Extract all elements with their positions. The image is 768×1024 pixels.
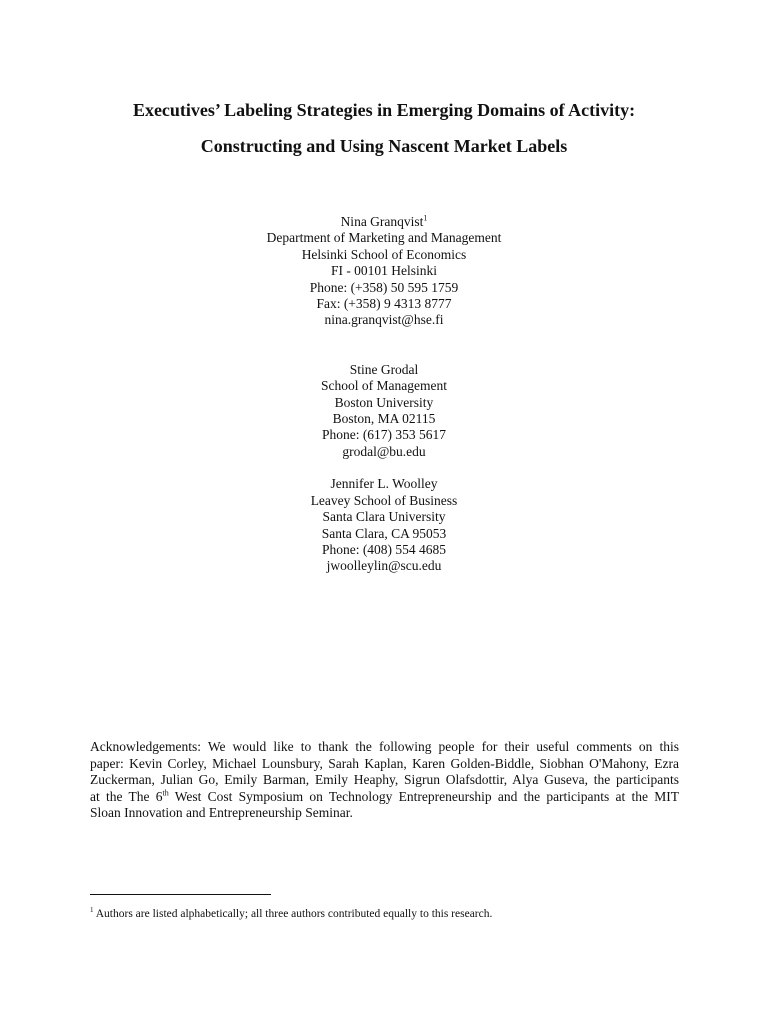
- author-affiliation-line: Department of Marketing and Management: [266, 230, 502, 246]
- author-woolley: [84, 476, 684, 574]
- author-address-line: FI - 00101 Helsinki: [330, 263, 438, 279]
- author-affiliation-line: Santa Clara University: [322, 509, 446, 525]
- author-phone: Phone: (617) 353 5617: [321, 427, 447, 443]
- author-affiliation-line: Helsinki School of Economics: [301, 246, 467, 262]
- author-affiliation-line: Leavey School of Business: [310, 492, 458, 508]
- author-email: nina.granqvist@hse.fi: [324, 312, 444, 328]
- ack-line: at the The 6th West Cost Symposium on Technology Entrepreneurship and the participants at the MIT: [90, 788, 680, 804]
- author-email: grodal@bu.edu: [342, 443, 426, 459]
- author-grodal: [84, 362, 684, 460]
- footnote-mark: 1: [90, 906, 94, 915]
- author-footnote-mark: 1: [423, 213, 428, 223]
- author-email: jwoolleylin@scu.edu: [326, 558, 442, 574]
- author-affiliation-line: Boston University: [334, 394, 434, 410]
- acknowledgements: [90, 739, 679, 822]
- footnote-divider: [90, 894, 271, 895]
- author-granqvist: [84, 214, 684, 329]
- author-phone: Phone: (+358) 50 595 1759: [309, 279, 459, 295]
- author-address-line: Boston, MA 02115: [332, 411, 436, 427]
- ack-line: Sloan Innovation and Entrepreneurship Seminar.: [90, 805, 353, 821]
- footnote: [90, 906, 690, 922]
- title-line-2: Constructing and Using Nascent Market Labels: [200, 136, 568, 156]
- title-line-1: Executives’ Labeling Strategies in Emerging Domains of Activity:: [132, 100, 636, 120]
- ordinal-superscript: th: [162, 788, 169, 798]
- author-name: Stine Grodal: [349, 361, 419, 377]
- paper-title: [40, 92, 728, 164]
- ack-line: paper: Kevin Corley, Michael Lounsbury, Sarah Kaplan, Karen Golden-Biddle, Siobhan O'Mahony, Ezra: [90, 755, 679, 771]
- author-name: Nina Granqvist$^1$: [340, 213, 428, 229]
- footnote-text: Authors are listed alphabetically; all three authors contributed equally to this research.: [93, 908, 493, 920]
- author-phone: Phone: (408) 554 4685: [321, 541, 447, 557]
- author-list: [84, 214, 684, 575]
- author-address-line: Santa Clara, CA 95053: [321, 525, 447, 541]
- ack-line: Zuckerman, Julian Go, Emily Barman, Emily Heaphy, Sigrun Olafsdottir, Alya Guseva, the participants: [90, 772, 679, 788]
- author-fax: Fax: (+358) 9 4313 8777: [316, 296, 452, 312]
- author-name: Jennifer L. Woolley: [330, 476, 438, 492]
- author-affiliation-line: School of Management: [321, 378, 447, 394]
- ack-line: Acknowledgements: We would like to thank the following people for their useful comments on this: [90, 739, 679, 754]
